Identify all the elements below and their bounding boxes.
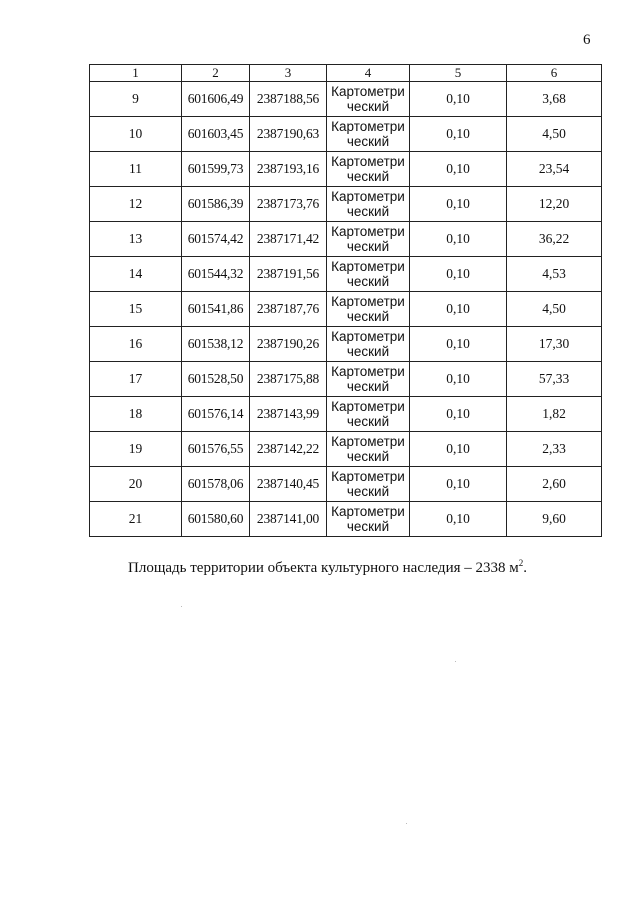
cell-distance: 2,33 xyxy=(507,432,602,467)
cell-distance: 3,68 xyxy=(507,82,602,117)
cell-error: 0,10 xyxy=(410,362,507,397)
table-row xyxy=(90,187,602,222)
cell-method: Картометри ческий xyxy=(327,362,410,397)
area-note-text: Площадь территории объекта культурного наследия – 2338 м xyxy=(128,560,519,576)
cell-y: 2387190,63 xyxy=(250,117,327,152)
cell-method: Картометри ческий xyxy=(327,467,410,502)
table-row xyxy=(90,82,602,117)
cell-distance: 36,22 xyxy=(507,222,602,257)
cell-x: 601578,06 xyxy=(182,467,250,502)
header-col-1: 1 xyxy=(90,65,182,82)
cell-distance: 4,53 xyxy=(507,257,602,292)
cell-x: 601603,45 xyxy=(182,117,250,152)
cell-y: 2387142,22 xyxy=(250,432,327,467)
cell-x: 601538,12 xyxy=(182,327,250,362)
coordinates-table xyxy=(89,64,602,537)
cell-x: 601599,73 xyxy=(182,152,250,187)
cell-n: 20 xyxy=(90,467,182,502)
cell-error: 0,10 xyxy=(410,222,507,257)
cell-n: 14 xyxy=(90,257,182,292)
table-row xyxy=(90,117,602,152)
header-col-2: 2 xyxy=(182,65,250,82)
page-number: 6 xyxy=(583,32,591,48)
cell-n: 18 xyxy=(90,397,182,432)
header-col-4: 4 xyxy=(327,65,410,82)
cell-error: 0,10 xyxy=(410,257,507,292)
cell-x: 601606,49 xyxy=(182,82,250,117)
cell-error: 0,10 xyxy=(410,187,507,222)
cell-y: 2387193,16 xyxy=(250,152,327,187)
cell-n: 12 xyxy=(90,187,182,222)
cell-method: Картометри ческий xyxy=(327,292,410,327)
cell-n: 11 xyxy=(90,152,182,187)
cell-x: 601528,50 xyxy=(182,362,250,397)
area-note-suffix: . xyxy=(523,560,527,576)
cell-distance: 23,54 xyxy=(507,152,602,187)
cell-x: 601576,55 xyxy=(182,432,250,467)
cell-error: 0,10 xyxy=(410,292,507,327)
cell-n: 17 xyxy=(90,362,182,397)
table-row xyxy=(90,152,602,187)
cell-x: 601580,60 xyxy=(182,502,250,537)
cell-method: Картометри ческий xyxy=(327,117,410,152)
header-col-5: 5 xyxy=(410,65,507,82)
cell-distance: 17,30 xyxy=(507,327,602,362)
cell-n: 10 xyxy=(90,117,182,152)
area-note xyxy=(128,558,527,577)
cell-x: 601544,32 xyxy=(182,257,250,292)
cell-method: Картометри ческий xyxy=(327,327,410,362)
table-row xyxy=(90,362,602,397)
cell-error: 0,10 xyxy=(410,152,507,187)
cell-distance: 1,82 xyxy=(507,397,602,432)
cell-error: 0,10 xyxy=(410,327,507,362)
cell-n: 13 xyxy=(90,222,182,257)
cell-method: Картометри ческий xyxy=(327,222,410,257)
scan-speck xyxy=(406,823,407,824)
cell-method: Картометри ческий xyxy=(327,397,410,432)
table-row xyxy=(90,397,602,432)
cell-x: 601576,14 xyxy=(182,397,250,432)
table-row xyxy=(90,467,602,502)
cell-distance: 2,60 xyxy=(507,467,602,502)
header-col-6: 6 xyxy=(507,65,602,82)
cell-x: 601586,39 xyxy=(182,187,250,222)
cell-y: 2387141,00 xyxy=(250,502,327,537)
cell-y: 2387188,56 xyxy=(250,82,327,117)
cell-y: 2387140,45 xyxy=(250,467,327,502)
table-row xyxy=(90,222,602,257)
cell-error: 0,10 xyxy=(410,502,507,537)
header-col-3: 3 xyxy=(250,65,327,82)
cell-error: 0,10 xyxy=(410,432,507,467)
cell-method: Картометри ческий xyxy=(327,432,410,467)
cell-method: Картометри ческий xyxy=(327,82,410,117)
scan-speck xyxy=(181,606,182,607)
cell-n: 15 xyxy=(90,292,182,327)
table-row xyxy=(90,327,602,362)
cell-distance: 57,33 xyxy=(507,362,602,397)
cell-y: 2387171,42 xyxy=(250,222,327,257)
area-note-superscript: 2 xyxy=(518,558,524,568)
scan-speck xyxy=(455,661,456,662)
cell-distance: 4,50 xyxy=(507,292,602,327)
cell-method: Картометри ческий xyxy=(327,257,410,292)
cell-n: 16 xyxy=(90,327,182,362)
cell-error: 0,10 xyxy=(410,397,507,432)
cell-y: 2387173,76 xyxy=(250,187,327,222)
cell-y: 2387190,26 xyxy=(250,327,327,362)
table-row xyxy=(90,432,602,467)
cell-method: Картометри ческий xyxy=(327,502,410,537)
cell-distance: 9,60 xyxy=(507,502,602,537)
cell-distance: 12,20 xyxy=(507,187,602,222)
cell-error: 0,10 xyxy=(410,117,507,152)
cell-y: 2387175,88 xyxy=(250,362,327,397)
cell-y: 2387143,99 xyxy=(250,397,327,432)
cell-method: Картометри ческий xyxy=(327,152,410,187)
cell-error: 0,10 xyxy=(410,82,507,117)
cell-y: 2387187,76 xyxy=(250,292,327,327)
cell-n: 21 xyxy=(90,502,182,537)
cell-x: 601541,86 xyxy=(182,292,250,327)
cell-error: 0,10 xyxy=(410,467,507,502)
cell-method: Картометри ческий xyxy=(327,187,410,222)
table-row xyxy=(90,257,602,292)
cell-y: 2387191,56 xyxy=(250,257,327,292)
cell-n: 9 xyxy=(90,82,182,117)
cell-n: 19 xyxy=(90,432,182,467)
table-header-row xyxy=(90,65,602,82)
table-row xyxy=(90,502,602,537)
table-row xyxy=(90,292,602,327)
cell-distance: 4,50 xyxy=(507,117,602,152)
cell-x: 601574,42 xyxy=(182,222,250,257)
